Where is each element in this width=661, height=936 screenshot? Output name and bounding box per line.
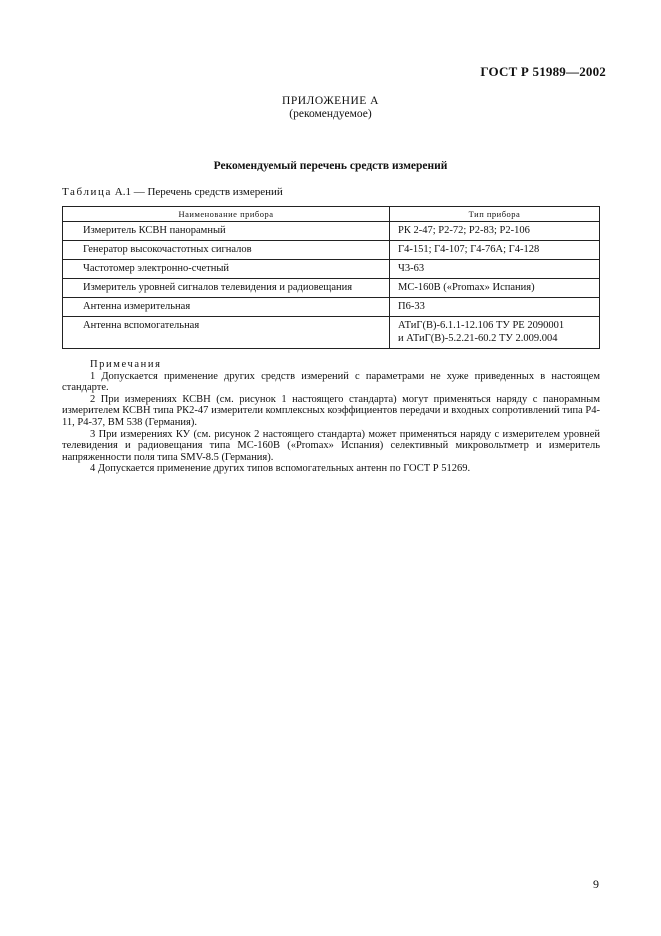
instrument-type: РК 2-47; Р2-72; Р2-83; Р2-106 — [390, 222, 600, 241]
table-row — [63, 241, 600, 260]
table-header-row — [63, 207, 600, 222]
column-header-name: Наименование прибора — [63, 207, 390, 222]
instrument-type: П6-33 — [390, 298, 600, 317]
notes-block — [62, 359, 600, 475]
instrument-type: Г4-151; Г4-107; Г4-76А; Г4-128 — [390, 241, 600, 260]
instrument-name: Частотомер электронно-счетный — [63, 260, 390, 279]
note-item: 3 При измерениях КУ (см. рисунок 2 настоящего стандарта) может применяться наряду с измерителем уровней телевидения и радиовещания типа МС-160В («Promax» Испания) селективный микровольтметр и измеритель напряженности поля типа SMV-8.5 (Германия). — [62, 428, 600, 463]
appendix-title: ПРИЛОЖЕНИЕ А — [282, 95, 379, 107]
note-item: 4 Допускается применение других типов вспомогательных антенн по ГОСТ Р 51269. — [90, 463, 471, 475]
table-caption-prefix: Таблица — [62, 186, 112, 198]
table-row — [63, 260, 600, 279]
appendix-subtitle: (рекомендуемое) — [289, 108, 372, 120]
table-caption — [62, 186, 283, 198]
table-row — [63, 279, 600, 298]
standard-code: ГОСТ Р 51989—2002 — [480, 64, 606, 79]
instruments-table — [62, 206, 600, 349]
notes-title: Примечания — [90, 359, 162, 370]
section-heading: Рекомендуемый перечень средств измерений — [213, 160, 448, 172]
page-number: 9 — [593, 877, 599, 891]
table-row — [63, 298, 600, 317]
column-header-type: Тип прибора — [390, 207, 600, 222]
instrument-type — [390, 317, 600, 349]
instrument-name: Генератор высокочастотных сигналов — [63, 241, 390, 260]
instrument-name: Измеритель уровней сигналов телевидения и радиовещания — [63, 279, 390, 298]
note-item: 2 При измерениях КСВН (см. рисунок 1 настоящего стандарта) могут применяться наряду с панорамным измерителем КСВН типа РК2-47 измерители комплексных коэффициентов передачи и входных сопротивлений типа Р4-11, Р4-37, ВМ 538 (Германия). — [62, 393, 600, 428]
note-item: 1 Допускается применение других средств измерений с параметрами не хуже приведенных в настоящем стандарте. — [62, 370, 600, 394]
instrument-type-line: и АТиГ(В)-5.2.21-60.2 ТУ 2.009.004 — [398, 333, 558, 344]
table-caption-text: А.1 — Перечень средств измерений — [112, 186, 283, 198]
instrument-name: Измеритель КСВН панорамный — [63, 222, 390, 241]
instrument-type-line: АТиГ(В)-6.1.1-12.106 ТУ РЕ 2090001 — [398, 320, 565, 331]
instrument-name: Антенна вспомогательная — [63, 317, 390, 349]
table-row — [63, 222, 600, 241]
instrument-type: МС-160В («Promax» Испания) — [390, 279, 600, 298]
appendix-label — [0, 95, 661, 121]
instrument-name: Антенна измерительная — [63, 298, 390, 317]
instrument-type: Ч3-63 — [390, 260, 600, 279]
table-row — [63, 317, 600, 349]
